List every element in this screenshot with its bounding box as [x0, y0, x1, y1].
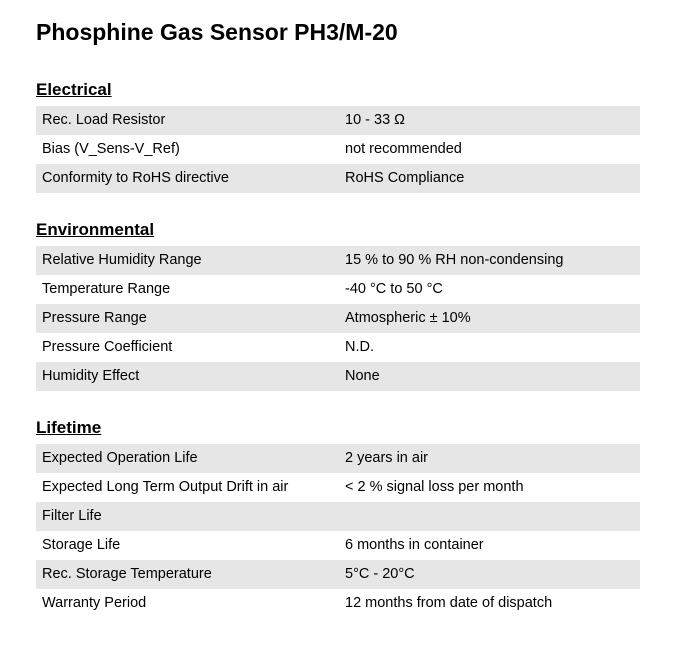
- spec-label: Warranty Period: [42, 595, 147, 611]
- spec-row: [36, 589, 640, 618]
- spec-label: Relative Humidity Range: [42, 252, 202, 268]
- spec-table-electrical: [36, 106, 640, 193]
- spec-label: Conformity to RoHS directive: [42, 170, 229, 186]
- spec-value: N.D.: [345, 339, 374, 355]
- spec-table-lifetime: [36, 444, 640, 618]
- spec-value: RoHS Compliance: [345, 170, 465, 186]
- spec-value: Atmospheric ± 10%: [345, 310, 471, 326]
- spec-label: Bias (V_Sens-V_Ref): [42, 141, 180, 157]
- spec-label: Pressure Coefficient: [42, 339, 173, 355]
- spec-value: < 2 % signal loss per month: [345, 479, 524, 495]
- spec-row: [36, 135, 640, 164]
- spec-value: -40 °C to 50 °C: [345, 281, 443, 297]
- section-electrical: [36, 78, 640, 193]
- spec-row: [36, 444, 640, 473]
- spec-value: 2 years in air: [345, 450, 429, 466]
- spec-label: Storage Life: [42, 537, 121, 553]
- spec-value: 6 months in container: [345, 537, 484, 553]
- spec-value: not recommended: [345, 141, 462, 157]
- section-heading-environmental: Environmental: [36, 220, 155, 239]
- spec-row: [36, 275, 640, 304]
- spec-value: 10 - 33 Ω: [345, 112, 406, 128]
- spec-value: None: [345, 368, 380, 384]
- spec-row: [36, 502, 640, 531]
- section-lifetime: [36, 416, 640, 618]
- spec-row: [36, 164, 640, 193]
- spec-row: [36, 560, 640, 589]
- spec-table-environmental: [36, 246, 640, 391]
- section-heading-electrical: Electrical: [36, 80, 112, 99]
- spec-row: [36, 304, 640, 333]
- spec-value: 12 months from date of dispatch: [345, 595, 553, 611]
- spec-row: [36, 333, 640, 362]
- spec-row: [36, 473, 640, 502]
- spec-label: Rec. Storage Temperature: [42, 566, 212, 582]
- spec-row: [36, 106, 640, 135]
- spec-row: [36, 531, 640, 560]
- document-title: Phosphine Gas Sensor PH3/M-20: [36, 19, 398, 45]
- section-environmental: [36, 218, 640, 391]
- spec-label: Expected Long Term Output Drift in air: [42, 479, 289, 495]
- spec-label: Pressure Range: [42, 310, 147, 326]
- spec-row: [36, 362, 640, 391]
- spec-row: [36, 246, 640, 275]
- spec-label: Filter Life: [42, 508, 102, 524]
- spec-value: 15 % to 90 % RH non-condensing: [345, 252, 564, 268]
- section-heading-lifetime: Lifetime: [36, 418, 102, 437]
- spec-label: Humidity Effect: [42, 368, 140, 384]
- spec-label: Temperature Range: [42, 281, 171, 297]
- spec-label: Expected Operation Life: [42, 450, 198, 466]
- spec-value: 5°C - 20°C: [345, 566, 415, 582]
- spec-label: Rec. Load Resistor: [42, 112, 166, 128]
